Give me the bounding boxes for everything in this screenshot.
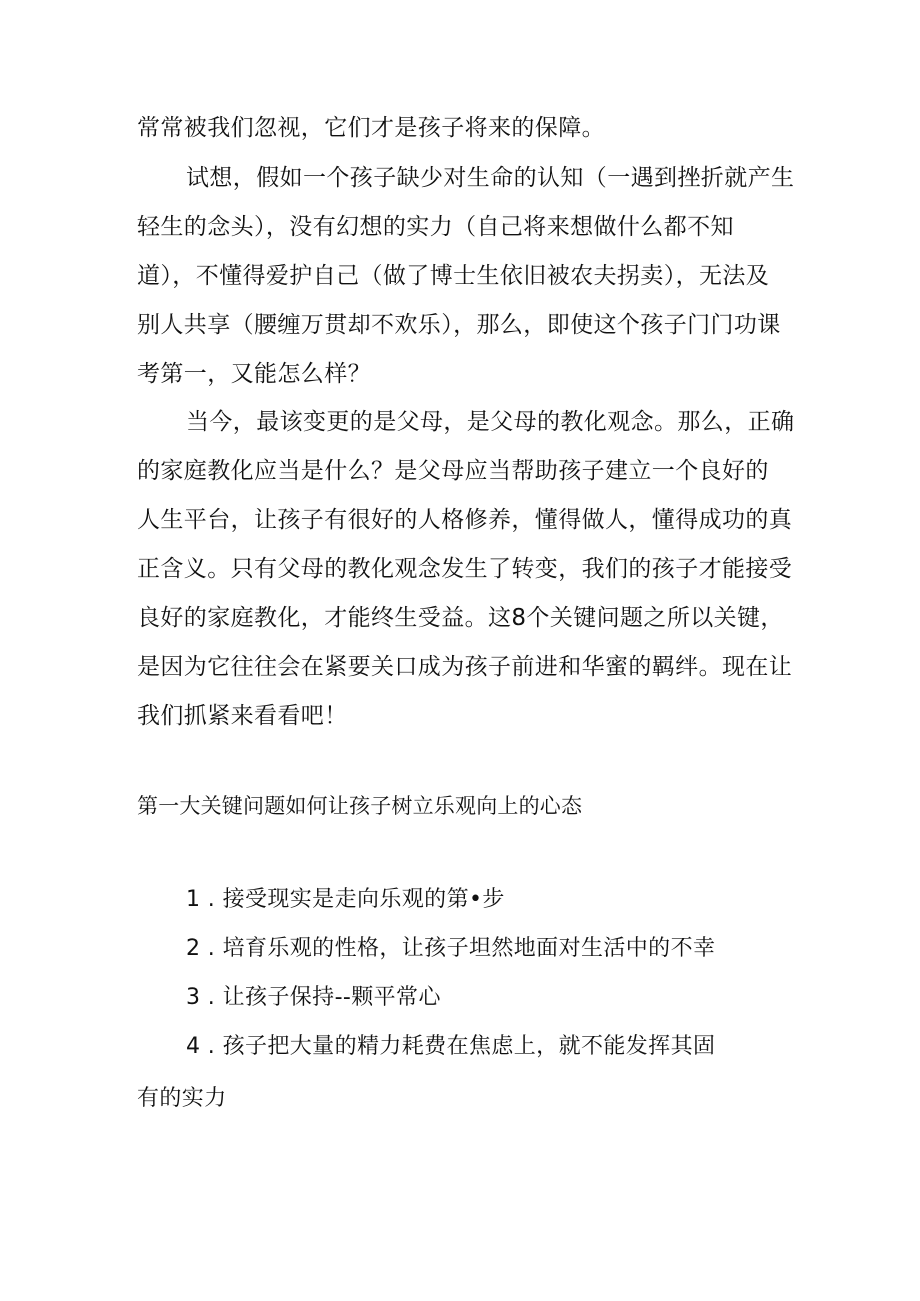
list-item-3: 3 . 让孩子保持--颗平常心 bbox=[186, 985, 441, 1010]
list-item-1: 1 . 接受现实是走向乐观的第•步 bbox=[186, 887, 505, 912]
paragraph-3-line-7: 我们抓紧来看看吧！ bbox=[137, 703, 348, 729]
paragraph-2-line-4: 别人共享（腰缠万贯却不欢乐），那么，即使这个孩子门门功课 bbox=[137, 312, 781, 338]
paragraph-1-line-1: 常常被我们忽视，它们才是孩子将来的保障。 bbox=[137, 115, 605, 141]
list-item-4: 4 . 孩子把大量的精力耗费在焦虑上，就不能发挥其固 bbox=[186, 1034, 716, 1059]
paragraph-3-line-2: 的家庭教化应当是什么？是父母应当帮助孩子建立一个良好的 bbox=[137, 458, 769, 484]
paragraph-2-line-1: 试想，假如一个孩子缺少对生命的认知（一遇到挫折就产生 bbox=[186, 165, 795, 191]
paragraph-2-line-2: 轻生的念头），没有幻想的实力（自己将来想做什么都不知 bbox=[137, 214, 734, 240]
paragraph-2-line-3: 道），不懂得爱护自己（做了博士生依旧被农夫拐卖），无法及 bbox=[137, 263, 770, 289]
paragraph-2-line-5: 考第一，又能怎么样？ bbox=[137, 361, 371, 387]
paragraph-3-line-4: 正含义。只有父母的教化观念发生了转变，我们的孩子才能接受 bbox=[137, 556, 793, 582]
section-heading: 第一大关键问题如何让孩子树立乐观向上的心态 bbox=[137, 794, 583, 818]
paragraph-3-line-6: 是因为它往往会在紧要关口成为孩子前进和华蜜的羁绊。现在让 bbox=[137, 654, 793, 680]
paragraph-3-line-5: 良好的家庭教化，才能终生受益。这8个关键问题之所以关键， bbox=[137, 605, 784, 631]
paragraph-3-line-3: 人生平台，让孩子有很好的人格修养，懂得做人，懂得成功的真 bbox=[137, 507, 793, 533]
paragraph-3-line-1: 当今，最该变更的是父母，是父母的教化观念。那么，正确 bbox=[186, 409, 795, 435]
list-item-2: 2 . 培育乐观的性格，让孩子坦然地面对生活中的不幸 bbox=[186, 936, 716, 961]
list-item-4-continuation: 有的实力 bbox=[137, 1086, 227, 1111]
